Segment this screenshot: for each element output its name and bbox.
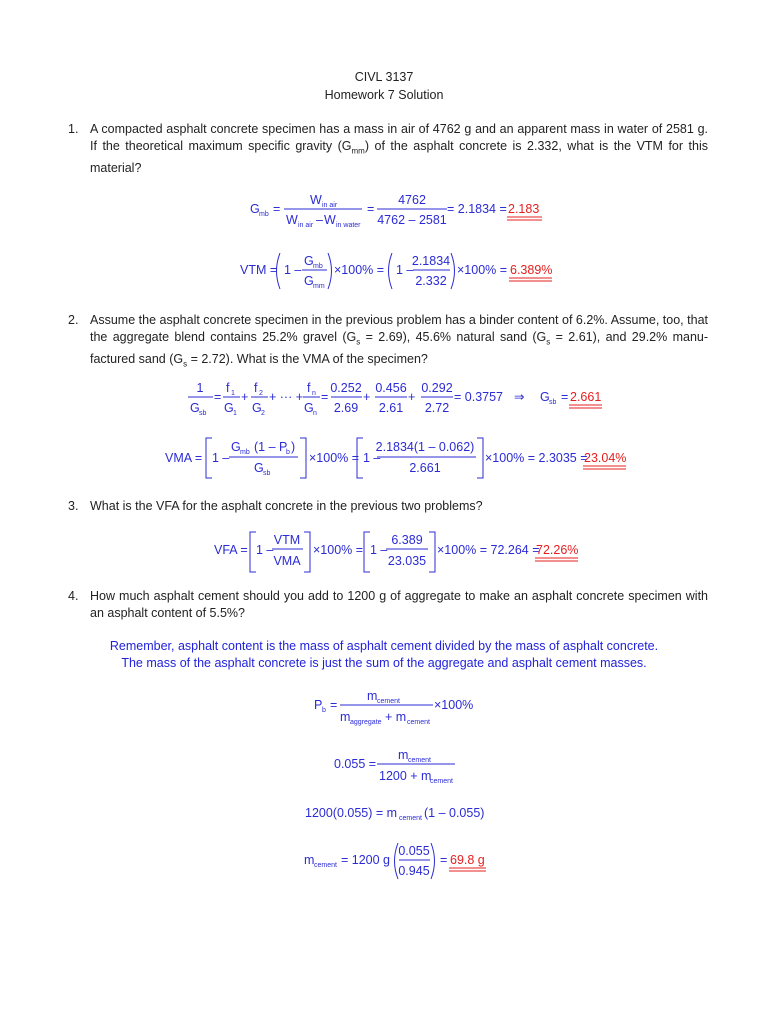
svg-text:=: = [367, 202, 375, 216]
svg-text:cement: cement [377, 698, 400, 705]
svg-text:cement: cement [407, 719, 430, 726]
svg-text:=: = [214, 390, 222, 404]
svg-text:G: G [254, 461, 264, 475]
svg-text:cement: cement [408, 757, 431, 764]
gmb-lhs [250, 202, 280, 218]
svg-text:P: P [314, 698, 323, 712]
svg-text:W: W [310, 193, 322, 207]
svg-text:W: W [324, 213, 336, 227]
svg-text:1 –: 1 – [284, 263, 302, 277]
svg-text:G: G [224, 401, 234, 415]
note-line-2: The mass of the asphalt concrete is just the sum of the aggregate and asphalt cement masses. [121, 656, 647, 670]
svg-text:in air: in air [298, 222, 314, 229]
svg-text:0.252: 0.252 [330, 381, 362, 395]
svg-text:⇒: ⇒ [514, 390, 525, 404]
svg-text:+ m: + m [385, 710, 407, 724]
svg-text:G: G [304, 274, 314, 288]
answer-vfa: 72.26% [536, 543, 579, 557]
svg-text:VTM =: VTM = [240, 263, 278, 277]
equation-gmb [0, 192, 768, 234]
solution-note [60, 638, 708, 672]
svg-text:G: G [231, 440, 241, 454]
svg-text:f: f [254, 381, 258, 395]
answer-cement-mass: 69.8 g [450, 853, 485, 867]
svg-text:b: b [286, 449, 290, 456]
svg-text:m: m [340, 710, 351, 724]
problem-text: A compacted asphalt concrete specimen has a mass in air of 4762 g and an apparent mass in water of 2581 g. If the theoretical maximum specific gravity $(G_{mm})$ of the asphalt concrete is 2.332, what is the VTM for this material? [90, 122, 708, 175]
svg-text:sb: sb [263, 470, 271, 477]
note-line-1: Remember, asphalt content is the mass of asphalt cement divided by the mass of asphalt concrete. [109, 639, 659, 653]
svg-text:n: n [313, 410, 317, 417]
equation-result [0, 839, 768, 883]
svg-text:0.945: 0.945 [398, 864, 430, 878]
gmb-fraction-1 [284, 193, 362, 229]
svg-text:4762: 4762 [398, 193, 426, 207]
problem-1 [68, 121, 708, 173]
answer-vtm: 6.389% [510, 263, 553, 277]
svg-text:f: f [226, 381, 230, 395]
svg-text:0.055: 0.055 [398, 844, 430, 858]
svg-text:2.61: 2.61 [378, 401, 404, 415]
svg-text:= 0.3757: = 0.3757 [454, 390, 504, 404]
svg-text:2: 2 [261, 410, 265, 417]
svg-text:mm: mm [313, 283, 325, 290]
equation-substitution-1 [0, 747, 768, 789]
svg-text:2.1834: 2.1834 [411, 254, 451, 268]
svg-text:1: 1 [231, 390, 235, 397]
svg-text:0.456: 0.456 [375, 381, 407, 395]
svg-text:mb: mb [240, 449, 250, 456]
svg-text:6.389: 6.389 [391, 533, 423, 547]
svg-text:= 2.1834 =: = 2.1834 = [447, 202, 507, 216]
page-title: Homework 7 Solution [324, 88, 444, 102]
equation-pb [0, 690, 768, 732]
problem-2 [68, 312, 709, 368]
svg-text:G: G [250, 202, 260, 216]
svg-text:×100% =: ×100% = [334, 263, 385, 277]
svg-text:mb: mb [259, 211, 269, 218]
svg-text:): ) [291, 440, 296, 454]
svg-text:4762 – 2581: 4762 – 2581 [377, 213, 447, 227]
svg-text:2.69: 2.69 [333, 401, 359, 415]
svg-text:G: G [304, 401, 314, 415]
svg-text:2.72: 2.72 [424, 401, 450, 415]
svg-text:mb: mb [313, 263, 323, 270]
svg-text:2: 2 [259, 390, 263, 397]
problem-3 [68, 498, 708, 516]
svg-text:VMA: VMA [273, 554, 301, 568]
svg-text:cement: cement [399, 815, 422, 822]
equation-substitution-2 [0, 799, 768, 829]
svg-text:in water: in water [336, 222, 361, 229]
answer-gsb: 2.661 [570, 390, 602, 404]
svg-text:1 –: 1 – [396, 263, 414, 277]
svg-text:=: = [561, 390, 569, 404]
svg-text:cement: cement [430, 778, 453, 785]
svg-text:–: – [316, 213, 323, 227]
svg-text:=: = [321, 390, 329, 404]
svg-text:VTM: VTM [273, 533, 301, 547]
svg-text:+: + [363, 390, 371, 404]
svg-text:G: G [252, 401, 262, 415]
svg-text:(1 – P: (1 – P [254, 440, 288, 454]
equation-vma [0, 434, 768, 480]
svg-text:1 –: 1 – [212, 451, 230, 465]
svg-text:G: G [190, 401, 200, 415]
svg-text:aggregate: aggregate [350, 719, 382, 726]
svg-text:m: m [367, 690, 378, 703]
svg-text:2.661: 2.661 [409, 461, 441, 475]
svg-text:+: + [408, 390, 416, 404]
svg-text:G: G [540, 390, 550, 404]
svg-text:0.292: 0.292 [421, 381, 453, 395]
svg-text:×100% =: ×100% = [309, 451, 360, 465]
svg-text:23.035: 23.035 [387, 554, 427, 568]
problem-text: What is the VFA for the asphalt concrete in the previous two problems? [90, 499, 483, 513]
equation-vtm [0, 249, 768, 293]
svg-text:1: 1 [233, 410, 237, 417]
svg-text:VMA =: VMA = [165, 451, 203, 465]
svg-text:n: n [312, 390, 316, 397]
svg-text:=: = [440, 853, 448, 867]
svg-text:×100%: ×100% [434, 698, 474, 712]
svg-text:0.055 =: 0.055 = [334, 757, 377, 771]
svg-text:m: m [398, 748, 409, 762]
svg-text:1 –: 1 – [256, 543, 274, 557]
svg-text:W: W [286, 213, 298, 227]
svg-text:1: 1 [196, 381, 204, 395]
equation-gsb [0, 378, 768, 418]
svg-text:VFA =: VFA = [214, 543, 248, 557]
problem-text: How much asphalt cement should you add to 1200 g of aggregate to make an asphalt concrete specimen with an asphalt content of 5.5%? [90, 589, 708, 620]
svg-text:+: + [241, 390, 249, 404]
svg-text:2.332: 2.332 [415, 274, 447, 288]
svg-text:sb: sb [549, 399, 557, 406]
svg-text:×100% =: ×100% = [313, 543, 364, 557]
answer-gmb: 2.183 [508, 202, 540, 216]
svg-text:1200 + m: 1200 + m [379, 769, 432, 783]
problem-text: Assume the asphalt concrete specimen in the previous problem has a binder content of 6.2%. Assume, too, that the aggregate blend contains 25.2% gravel $(G_s = 2.69)$, 45.6% natural sand $(G_s = 2.61)$, and 29.2% manu-factured sand $(G_s = 2.72)$. What is the VMA of the specimen? [90, 313, 709, 368]
svg-text:G: G [304, 254, 314, 268]
svg-text:f: f [307, 381, 311, 395]
svg-text:2.1834(1 – 0.062): 2.1834(1 – 0.062) [375, 440, 475, 454]
equation-vfa [0, 528, 768, 574]
svg-text:sb: sb [199, 410, 207, 417]
svg-text:+ ··· +: + ··· + [269, 390, 304, 404]
svg-text:1200(0.055) = m: 1200(0.055) = m [305, 806, 398, 820]
svg-text:cement: cement [314, 862, 337, 869]
svg-text:(1 – 0.055): (1 – 0.055) [424, 806, 485, 820]
svg-text:in air: in air [322, 202, 338, 209]
svg-text:=: = [330, 698, 338, 712]
svg-text:b: b [322, 707, 326, 714]
svg-text:1 –: 1 – [370, 543, 388, 557]
svg-text:1 –: 1 – [363, 451, 381, 465]
problem-4 [68, 588, 708, 622]
problem-number: 2. [68, 313, 79, 327]
gmb-fraction-2 [377, 193, 447, 227]
problem-number: 3. [68, 499, 79, 513]
svg-text:×100% = 2.3035 =: ×100% = 2.3035 = [485, 451, 588, 465]
problem-number: 1. [68, 122, 79, 136]
svg-text:= 1200 g: = 1200 g [341, 853, 391, 867]
answer-vma: 23.04% [584, 451, 627, 465]
svg-text:×100% =: ×100% = [457, 263, 508, 277]
svg-text:×100% = 72.264 =: ×100% = 72.264 = [437, 543, 540, 557]
svg-text:m: m [304, 853, 315, 867]
svg-text:=: = [273, 202, 281, 216]
course-code: CIVL 3137 [354, 70, 414, 84]
problem-number: 4. [68, 589, 79, 603]
